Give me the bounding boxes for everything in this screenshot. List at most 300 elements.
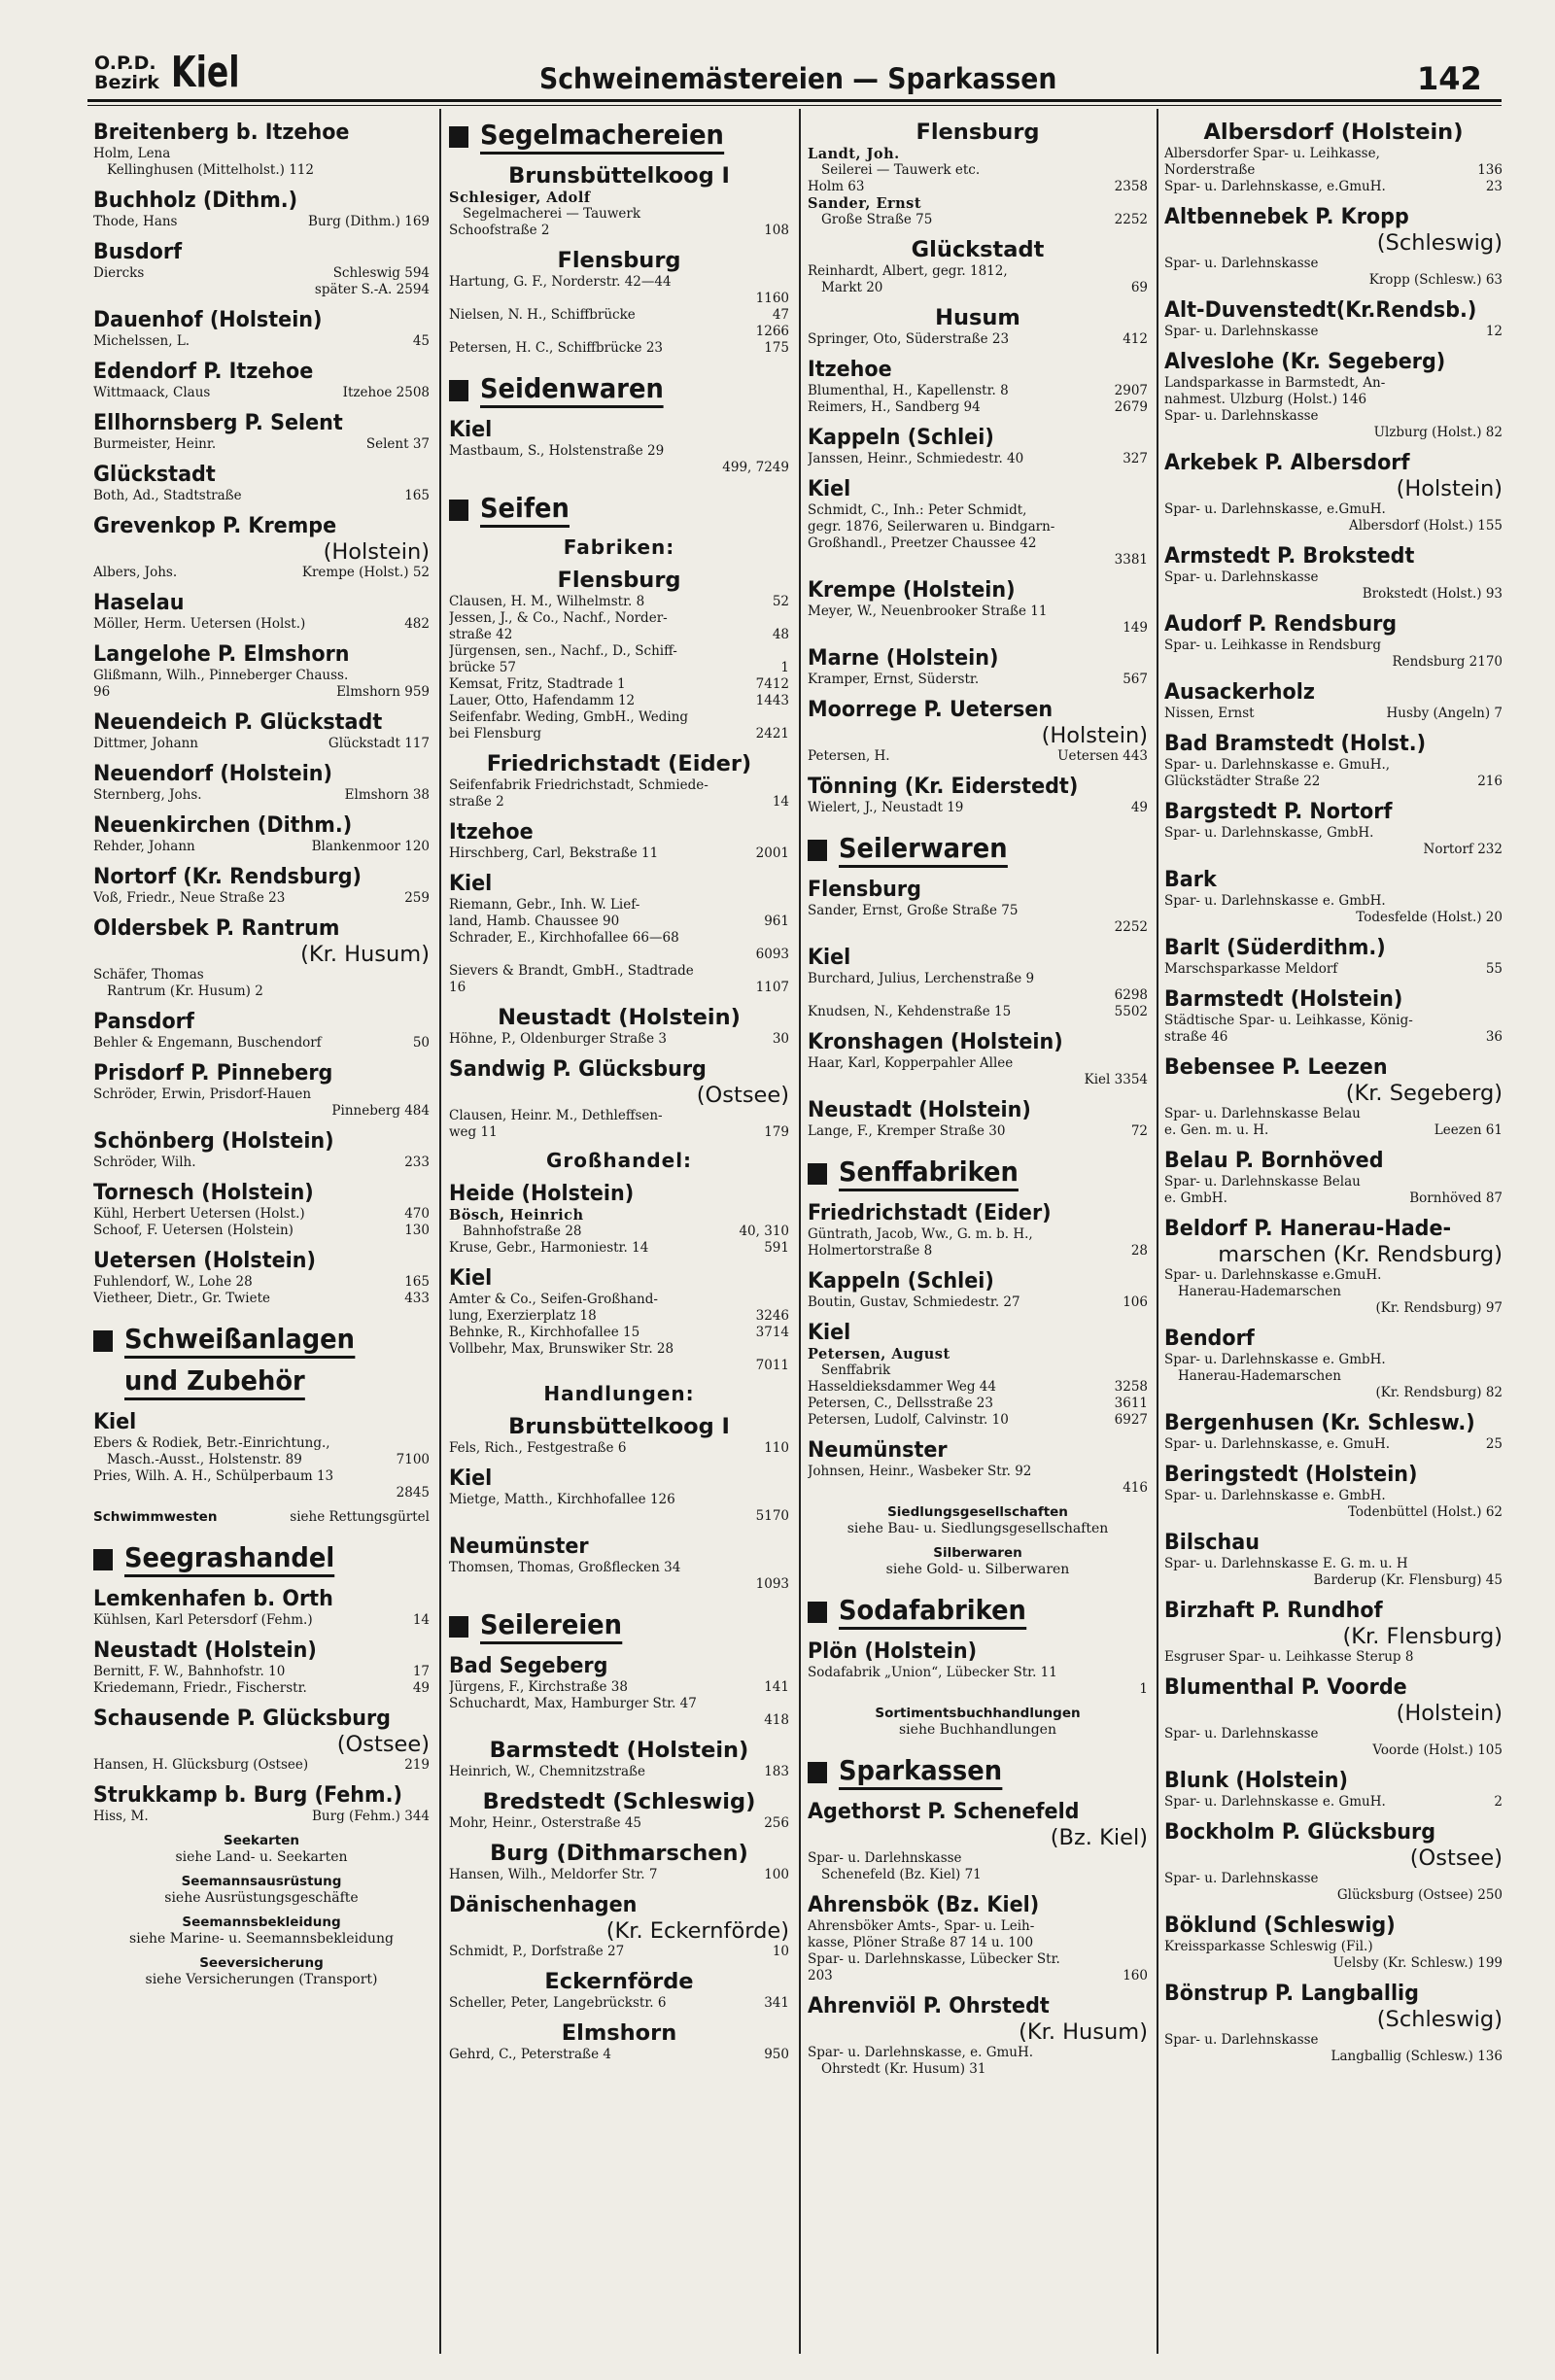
directory-entry bbox=[1164, 610, 1503, 671]
directory-entry bbox=[449, 1413, 789, 1457]
directory-entry bbox=[1164, 1325, 1503, 1401]
place-heading bbox=[93, 1247, 402, 1274]
listing-number: 7100 bbox=[396, 1452, 430, 1467]
listing-line bbox=[808, 519, 1148, 535]
listing-text: Knudsen, N., Kehdenstraße 15 bbox=[808, 1004, 1012, 1019]
listing-text: e. Gen. m. u. H. bbox=[1164, 1122, 1269, 1138]
listing-text: Spar- u. Darlehnskasse e. GmbH. bbox=[1164, 1488, 1386, 1503]
page-number: 142 bbox=[1417, 60, 1482, 97]
listing-number bbox=[783, 1292, 789, 1308]
listing-line bbox=[449, 1867, 789, 1883]
place-name: Bilschau bbox=[1164, 1530, 1261, 1555]
listing-text: Mastbaum, S., Holstenstraße 29 bbox=[449, 443, 665, 459]
listing-line bbox=[449, 1492, 789, 1508]
listing-text: Höhne, P., Oldenburger Straße 3 bbox=[449, 1031, 668, 1047]
listing-line bbox=[93, 1664, 430, 1680]
listing-line bbox=[1164, 706, 1503, 722]
place-heading bbox=[449, 2019, 789, 2047]
place-heading bbox=[808, 644, 1121, 672]
listing-text: Glißmann, Wilh., Pinneberger Chauss. bbox=[93, 668, 349, 683]
place-name: Grevenkop P. Krempe bbox=[93, 513, 337, 538]
listing-text: Rantrum (Kr. Husum) 2 bbox=[107, 983, 263, 999]
listing-line bbox=[808, 2061, 1148, 2078]
listing-line bbox=[1164, 569, 1503, 586]
place-heading bbox=[449, 750, 789, 777]
directory-entry bbox=[1164, 119, 1503, 195]
listing-number: 175 bbox=[764, 340, 789, 356]
listing-line bbox=[1164, 1794, 1503, 1811]
place-name: Haselau bbox=[93, 590, 185, 615]
listing-line bbox=[1164, 425, 1503, 441]
directory-entry bbox=[808, 1267, 1148, 1311]
listing-number: 183 bbox=[764, 1764, 789, 1779]
place-name: Neustadt (Holstein) bbox=[93, 1638, 317, 1663]
listing-line bbox=[1164, 2032, 1503, 2049]
place-heading bbox=[449, 1968, 789, 1995]
cross-reference bbox=[93, 1914, 430, 1948]
cross-reference-text: siehe Versicherungen (Transport) bbox=[145, 1972, 378, 1987]
listing-text: Sievers & Brandt, GmbH., Stadtrade bbox=[449, 963, 694, 979]
directory-entry bbox=[1164, 934, 1503, 978]
listing-text: Behnke, R., Kirchhofallee 15 bbox=[449, 1325, 640, 1340]
place-name: Kiel bbox=[449, 871, 493, 896]
directory-entry bbox=[449, 567, 789, 742]
listing-text: Markt 20 bbox=[821, 280, 883, 295]
place-heading bbox=[93, 306, 402, 333]
listing-line bbox=[449, 1944, 789, 1960]
listing-text: Thomsen, Thomas, Großflecken 34 bbox=[449, 1560, 681, 1575]
listing-line bbox=[449, 291, 789, 307]
listing-number: 591 bbox=[764, 1240, 789, 1256]
listing-text: Spar- u. Darlehnskasse, GmbH. bbox=[1164, 825, 1374, 841]
listing-line bbox=[93, 1435, 430, 1452]
listing-number bbox=[1497, 408, 1503, 425]
section-title: Sparkassen bbox=[839, 1754, 1002, 1790]
listing-text: Große Straße 75 bbox=[821, 212, 933, 227]
place-name: Ahrensbök (Bz. Kiel) bbox=[808, 1892, 1040, 1917]
place-heading bbox=[449, 1840, 789, 1867]
section-title: Seilerwaren bbox=[839, 832, 1008, 868]
listing-text: Gehrd, C., Peterstraße 4 bbox=[449, 2047, 611, 2062]
section-title: Schweißanlagen bbox=[124, 1323, 355, 1359]
listing-number: 6093 bbox=[755, 947, 789, 962]
place-heading bbox=[93, 1127, 402, 1155]
listing-number bbox=[1142, 1935, 1148, 1951]
listing-number bbox=[424, 146, 430, 162]
place-heading bbox=[1164, 203, 1475, 230]
section-title: Seegrashandel bbox=[124, 1541, 334, 1577]
listing-number: 52 bbox=[772, 594, 789, 609]
listing-text: Senffabrik bbox=[821, 1362, 891, 1378]
listing-text: 96 bbox=[93, 684, 111, 700]
listing-line bbox=[808, 263, 1148, 280]
directory-entry bbox=[93, 512, 430, 581]
listing-text: 203 bbox=[808, 1968, 833, 1983]
cross-reference-heading: Siedlungsgesellschaften bbox=[887, 1504, 1068, 1520]
listing-number: Uetersen 443 bbox=[1057, 748, 1148, 764]
listing-number bbox=[783, 274, 789, 291]
place-heading bbox=[808, 1319, 1121, 1346]
listing-line bbox=[1164, 825, 1503, 842]
page-title: Schweinemästereien — Sparkassen bbox=[539, 62, 1057, 95]
listing-text: Spar- u. Darlehnskasse e. GmbH. bbox=[1164, 1352, 1386, 1367]
directory-entry bbox=[93, 119, 430, 179]
listing-number bbox=[1142, 903, 1148, 919]
listing-text: Landt, Joh. bbox=[808, 146, 900, 162]
place-heading bbox=[1164, 296, 1475, 324]
listing-line bbox=[449, 190, 789, 206]
place-heading bbox=[449, 1180, 762, 1207]
place-heading-continued: (Holstein) bbox=[323, 539, 430, 565]
listing-text: Petersen, C., Dellsstraße 23 bbox=[808, 1396, 993, 1411]
place-heading bbox=[449, 1788, 789, 1815]
listing-text: Kühl, Herbert Uetersen (Holst.) bbox=[93, 1206, 305, 1222]
column-2 bbox=[449, 119, 789, 2354]
place-heading bbox=[449, 1465, 762, 1492]
place-heading bbox=[808, 304, 1148, 331]
place-heading bbox=[449, 247, 789, 274]
listing-number bbox=[1497, 1352, 1503, 1368]
place-name: Krempe (Holstein) bbox=[808, 577, 1016, 603]
column-1 bbox=[93, 119, 430, 2354]
listing-number: 482 bbox=[404, 616, 430, 632]
listing-number: 567 bbox=[1123, 672, 1148, 687]
listing-text: straße 2 bbox=[449, 794, 504, 810]
listing-number: 5170 bbox=[755, 1508, 789, 1524]
place-heading bbox=[449, 1737, 789, 1764]
listing-line bbox=[808, 2045, 1148, 2061]
listing-text: Kramper, Ernst, Süderstr. bbox=[808, 672, 980, 687]
header-rule bbox=[87, 99, 1502, 102]
listing-number bbox=[1497, 893, 1503, 910]
listing-line bbox=[808, 919, 1148, 936]
listing-text: Kühlsen, Karl Petersdorf (Fehm.) bbox=[93, 1612, 313, 1628]
listing-line bbox=[93, 1155, 430, 1171]
column-divider bbox=[1157, 109, 1158, 2354]
place-heading bbox=[808, 944, 1121, 971]
place-heading bbox=[1164, 866, 1475, 893]
place-name: Beldorf P. Hanerau-Hade- bbox=[1164, 1216, 1452, 1241]
column-4 bbox=[1164, 119, 1503, 2354]
listing-line bbox=[808, 502, 1148, 519]
listing-number bbox=[783, 930, 789, 947]
place-name: Burg (Dithmarschen) bbox=[490, 1841, 748, 1866]
listing-text: Wittmaack, Claus bbox=[93, 385, 211, 400]
listing-line bbox=[808, 1968, 1148, 1984]
listing-text: Haar, Karl, Kopperpahler Allee bbox=[808, 1055, 1014, 1071]
place-name: Dänischenhagen bbox=[449, 1892, 638, 1917]
directory-entry bbox=[808, 1319, 1148, 1429]
place-name: Kiel bbox=[93, 1409, 137, 1434]
listing-text: Petersen, H. C., Schiffbrücke 23 bbox=[449, 340, 664, 356]
listing-text: Kellinghusen (Mittelholst.) 112 bbox=[107, 162, 314, 178]
listing-line bbox=[449, 2047, 789, 2063]
place-name: Bockholm P. Glücksburg bbox=[1164, 1819, 1436, 1845]
place-name: Barlt (Süderdithm.) bbox=[1164, 935, 1386, 960]
listing-number bbox=[783, 1341, 789, 1358]
listing-line bbox=[449, 643, 789, 660]
listing-number: 3611 bbox=[1114, 1396, 1148, 1411]
listing-number: Brokstedt (Holst.) 93 bbox=[1362, 586, 1503, 602]
listing-text: Bahnhofstraße 28 bbox=[463, 1224, 582, 1239]
listing-number: Rendsburg 2170 bbox=[1392, 654, 1503, 670]
listing-text: Ohrstedt (Kr. Husum) 31 bbox=[821, 2061, 986, 2077]
listing-line bbox=[808, 672, 1148, 688]
directory-entry bbox=[449, 247, 789, 357]
listing-text: Boutin, Gustav, Schmiedestr. 27 bbox=[808, 1294, 1020, 1310]
directory-entry bbox=[808, 1096, 1148, 1140]
listing-line bbox=[449, 1764, 789, 1780]
listing-number bbox=[1497, 1267, 1503, 1284]
listing-number bbox=[783, 443, 789, 460]
place-name: Flensburg bbox=[557, 568, 681, 593]
listing-text: Petersen, H. bbox=[808, 748, 890, 764]
listing-number: Pinneberg 484 bbox=[331, 1103, 430, 1119]
listing-line bbox=[449, 594, 789, 610]
listing-number bbox=[1497, 1013, 1503, 1029]
listing-text: Schoof, F. Uetersen (Holstein) bbox=[93, 1223, 294, 1238]
place-name: Ausackerholz bbox=[1164, 679, 1315, 705]
listing-line bbox=[93, 1468, 430, 1485]
listing-number: Itzehoe 2508 bbox=[342, 385, 430, 400]
place-name: Kiel bbox=[808, 476, 851, 501]
directory-entry bbox=[93, 1179, 430, 1239]
place-name: Buchholz (Dithm.) bbox=[93, 188, 298, 213]
directory-entry bbox=[93, 760, 430, 804]
place-name: Schausende P. Glücksburg bbox=[93, 1706, 391, 1731]
listing-number: 6298 bbox=[1114, 987, 1148, 1003]
subsection-label: Fabriken: bbox=[563, 535, 675, 559]
listing-line bbox=[93, 1087, 430, 1103]
listing-line bbox=[449, 980, 789, 996]
listing-text: Reimers, H., Sandberg 94 bbox=[808, 399, 981, 415]
listing-number bbox=[424, 162, 430, 179]
place-heading bbox=[449, 1055, 762, 1083]
place-name: Edendorf P. Itzehoe bbox=[93, 359, 314, 384]
listing-number bbox=[1497, 1939, 1503, 1955]
listing-text: Seifenfabrik Friedrichstadt, Schmiede- bbox=[449, 777, 708, 793]
directory-entry bbox=[808, 475, 1148, 569]
listing-text: Albersdorfer Spar- u. Leihkasse, bbox=[1164, 146, 1380, 161]
cross-reference-text: siehe Marine- u. Seemannsbekleidung bbox=[129, 1931, 394, 1947]
listing-text: nahmest. Ulzburg (Holst.) 146 bbox=[1164, 392, 1367, 407]
listing-number: 5502 bbox=[1114, 1004, 1148, 1019]
listing-number bbox=[1142, 1464, 1148, 1480]
listing-line bbox=[808, 1850, 1148, 1867]
directory-entry bbox=[1164, 1767, 1503, 1811]
directory-entry bbox=[808, 1891, 1148, 1984]
listing-line bbox=[449, 676, 789, 693]
listing-text: Spar- u. Darlehnskasse bbox=[1164, 408, 1319, 424]
listing-line bbox=[808, 552, 1148, 569]
section-heading bbox=[449, 1608, 789, 1644]
listing-number: 7011 bbox=[755, 1358, 789, 1373]
listing-text: Hasseldieksdammer Weg 44 bbox=[808, 1379, 996, 1395]
listing-number bbox=[1497, 825, 1503, 842]
listing-line bbox=[1164, 1190, 1503, 1207]
listing-text: Spar- u. Darlehnskasse bbox=[1164, 324, 1319, 339]
place-name: Kronshagen (Holstein) bbox=[808, 1029, 1063, 1054]
place-name: Neuendeich P. Glückstadt bbox=[93, 709, 383, 735]
listing-text: Jürgensen, sen., Nachf., D., Schiff- bbox=[449, 643, 677, 659]
directory-entry bbox=[93, 1705, 430, 1774]
listing-line bbox=[449, 206, 789, 223]
place-heading bbox=[93, 187, 402, 214]
listing-line bbox=[93, 1612, 430, 1629]
listing-number bbox=[1142, 502, 1148, 519]
place-heading bbox=[1164, 1215, 1475, 1242]
place-name: Eckernförde bbox=[544, 1969, 694, 1994]
listing-text: Schoofstraße 2 bbox=[449, 223, 550, 238]
listing-text: Albers, Johs. bbox=[93, 565, 178, 580]
place-heading bbox=[93, 119, 402, 146]
directory-entry bbox=[93, 187, 430, 230]
listing-number bbox=[1497, 1284, 1503, 1300]
listing-number: 433 bbox=[404, 1291, 430, 1306]
listing-text: Großhandl., Preetzer Chaussee 42 bbox=[808, 535, 1037, 551]
listing-text: brücke 57 bbox=[449, 660, 516, 675]
directory-entry bbox=[449, 1004, 789, 1048]
directory-entry bbox=[93, 461, 430, 504]
listing-number bbox=[783, 1696, 789, 1712]
listing-number bbox=[783, 1560, 789, 1576]
place-heading bbox=[449, 1891, 762, 1918]
listing-number: 233 bbox=[404, 1155, 430, 1170]
listing-line bbox=[1164, 1742, 1503, 1759]
directory-entry bbox=[1164, 985, 1503, 1046]
directory-entry bbox=[808, 944, 1148, 1020]
column-divider bbox=[439, 109, 441, 2354]
section-marker-icon bbox=[449, 380, 468, 401]
directory-entry bbox=[1164, 1409, 1503, 1453]
listing-number bbox=[1497, 2032, 1503, 2049]
listing-number: 470 bbox=[404, 1206, 430, 1222]
listing-text: Lauer, Otto, Hafendamm 12 bbox=[449, 693, 636, 708]
listing-number: 50 bbox=[412, 1035, 430, 1051]
section-marker-icon bbox=[449, 500, 468, 521]
listing-text: Clausen, Heinr. M., Dethleffsen- bbox=[449, 1108, 663, 1123]
listing-number: 2 bbox=[1494, 1794, 1503, 1810]
directory-entry bbox=[1164, 203, 1503, 289]
place-heading bbox=[1164, 1325, 1475, 1352]
listing-number: 45 bbox=[412, 333, 430, 349]
listing-line bbox=[449, 794, 789, 811]
listing-number: Langballig (Schlesw.) 136 bbox=[1330, 2049, 1503, 2064]
listing-number: 25 bbox=[1485, 1436, 1503, 1452]
listing-text: Amter & Co., Seifen-Großhand- bbox=[449, 1292, 658, 1307]
listing-text: Esgruser Spar- u. Leihkasse Sterup 8 bbox=[1164, 1649, 1414, 1665]
place-name: Langelohe P. Elmshorn bbox=[93, 641, 350, 667]
place-heading bbox=[808, 773, 1121, 800]
listing-text: Rehder, Johann bbox=[93, 839, 195, 854]
listing-number: Selent 37 bbox=[365, 436, 430, 452]
listing-text: Kriedemann, Friedr., Fischerstr. bbox=[93, 1680, 307, 1696]
listing-line bbox=[808, 748, 1148, 765]
place-name: Audorf P. Rendsburg bbox=[1164, 611, 1398, 637]
place-name: Agethorst P. Schenefeld bbox=[808, 1799, 1080, 1824]
listing-line bbox=[449, 1108, 789, 1124]
listing-number bbox=[1142, 2045, 1148, 2061]
listing-line bbox=[1164, 1122, 1503, 1139]
place-name: Blunk (Holstein) bbox=[1164, 1768, 1348, 1793]
listing-number bbox=[1497, 1106, 1503, 1122]
listing-line bbox=[808, 604, 1148, 620]
listing-line bbox=[1164, 1572, 1503, 1589]
place-heading-continued: (Kr. Eckernförde) bbox=[605, 1918, 789, 1944]
directory-entry bbox=[1164, 1461, 1503, 1521]
listing-text: Vollbehr, Max, Brunswiker Str. 28 bbox=[449, 1341, 674, 1357]
place-heading bbox=[1164, 610, 1475, 638]
place-heading bbox=[1164, 1673, 1475, 1701]
place-name: Bad Bramstedt (Holst.) bbox=[1164, 731, 1427, 756]
directory-entry bbox=[449, 1891, 789, 1960]
listing-line bbox=[93, 162, 430, 179]
place-heading bbox=[93, 863, 402, 890]
listing-line bbox=[1164, 392, 1503, 408]
listing-number bbox=[1142, 971, 1148, 987]
listing-number bbox=[1497, 1649, 1503, 1666]
listing-number: 165 bbox=[404, 488, 430, 503]
section-marker-icon bbox=[808, 1163, 827, 1185]
listing-text: lung, Exerzierplatz 18 bbox=[449, 1308, 597, 1324]
place-heading bbox=[449, 1652, 762, 1679]
place-name: Belau P. Bornhöved bbox=[1164, 1148, 1384, 1173]
place-name: Friedrichstadt (Eider) bbox=[808, 1200, 1052, 1225]
place-heading bbox=[93, 461, 402, 488]
place-heading bbox=[93, 1637, 402, 1664]
listing-number: 12 bbox=[1485, 324, 1503, 339]
place-heading bbox=[1164, 119, 1503, 146]
listing-line bbox=[93, 265, 430, 282]
directory-entry bbox=[1164, 1053, 1503, 1139]
listing-number bbox=[1497, 392, 1503, 408]
listing-number: 1107 bbox=[755, 980, 789, 995]
listing-line bbox=[449, 914, 789, 930]
listing-number: Glückstadt 117 bbox=[328, 736, 430, 751]
district-label bbox=[94, 53, 159, 92]
listing-text: Spar- u. Darlehnskasse, e.GmuH. bbox=[1164, 179, 1386, 194]
listing-number: 2907 bbox=[1114, 383, 1148, 398]
listing-number bbox=[783, 1492, 789, 1508]
listing-text: Hansen, H. Glücksburg (Ostsee) bbox=[93, 1757, 309, 1773]
directory-entry bbox=[93, 589, 430, 633]
cross-reference-heading: Silberwaren bbox=[933, 1545, 1022, 1561]
place-heading bbox=[93, 811, 402, 839]
directory-entry bbox=[1164, 1912, 1503, 1972]
place-heading bbox=[93, 1408, 402, 1435]
listing-number: 2845 bbox=[396, 1485, 430, 1500]
listing-number bbox=[424, 1468, 430, 1485]
listing-number bbox=[1497, 1726, 1503, 1742]
listing-line bbox=[93, 146, 430, 162]
place-name: Böklund (Schleswig) bbox=[1164, 1913, 1396, 1938]
listing-number: 2252 bbox=[1114, 919, 1148, 935]
listing-number: 47 bbox=[772, 307, 789, 323]
place-name: Kiel bbox=[808, 945, 851, 970]
listing-number bbox=[1497, 375, 1503, 392]
section-title: Sodafabriken bbox=[839, 1594, 1026, 1630]
listing-text: Petersen, August bbox=[808, 1346, 950, 1362]
listing-line bbox=[93, 967, 430, 983]
section-marker-icon bbox=[808, 1602, 827, 1623]
listing-line bbox=[449, 1207, 789, 1224]
listing-number bbox=[1142, 146, 1148, 162]
section-heading bbox=[808, 1754, 1148, 1790]
place-name: Beringstedt (Holstein) bbox=[1164, 1462, 1418, 1487]
place-name: Itzehoe bbox=[449, 819, 534, 845]
listing-line bbox=[449, 693, 789, 709]
listing-number bbox=[783, 190, 789, 206]
